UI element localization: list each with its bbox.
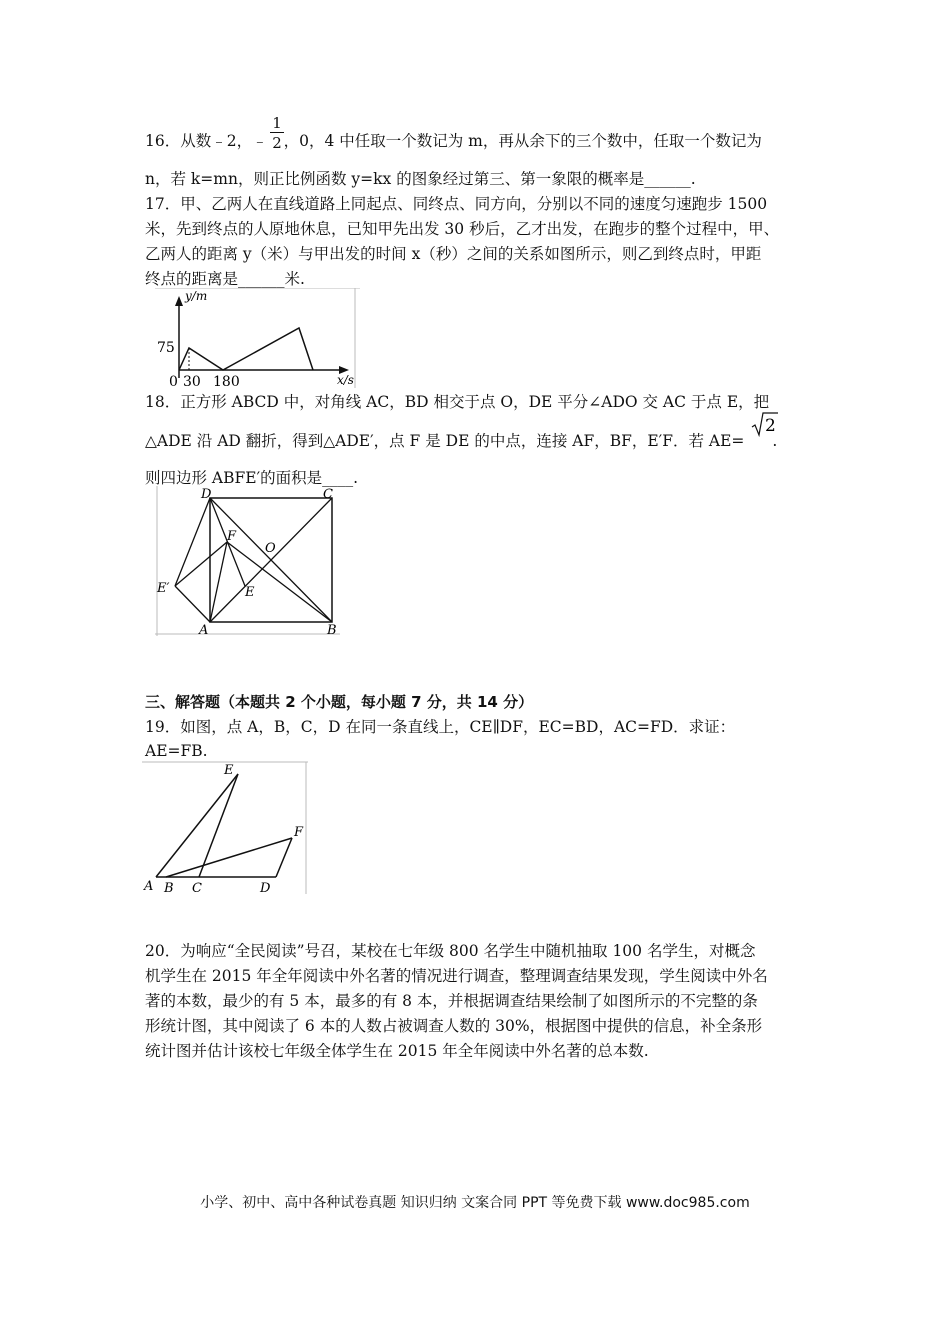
segment-bf: [166, 838, 292, 877]
q20-line1: 20．为响应“全民阅读”号召，某校在七年级 800 名学生中随机抽取 100 名学生，对概念: [145, 942, 756, 960]
q18-line3: 则四边形 ABFE′的面积是____.: [145, 469, 359, 487]
segment-e-prime-a: [175, 586, 210, 622]
q18-line2-end: .: [772, 432, 778, 450]
label-a: A: [199, 623, 209, 636]
q16-fraction: [270, 114, 284, 153]
x-tick-180: 180: [213, 374, 240, 388]
label-e-prime: E′: [157, 581, 170, 596]
q17-line4: 终点的距离是______米.: [145, 270, 305, 288]
segment-ae: [156, 774, 238, 877]
y-axis-arrow: [175, 296, 183, 306]
segment-fd: [276, 838, 292, 877]
x-axis-label: x/s: [337, 373, 354, 387]
segment-de-prime: [175, 498, 210, 586]
q17-line3: 乙两人的距离 y（米）与甲出发的时间 x（秒）之间的关系如图所示，则乙到终点时，甲距: [145, 245, 762, 263]
x-tick-0: 0: [169, 374, 178, 388]
label-a: A: [144, 879, 154, 894]
y-axis-label: y/m: [185, 289, 208, 303]
label-b: B: [327, 623, 337, 636]
q20-line5: 统计图并估计该校七年级全体学生在 2015 年全年阅读中外名著的总本数.: [145, 1042, 649, 1060]
y-tick-75: 75: [157, 340, 175, 356]
q16-line1-end: ，0，4 中任取一个数记为 m，再从余下的三个数中，任取一个数记为: [283, 132, 762, 150]
section-heading: 三、解答题（本题共 2 个小题，每小题 7 分，共 14 分）: [145, 693, 534, 711]
label-e: E: [224, 763, 234, 778]
q19-figure: [142, 760, 310, 894]
q18-line2-start: △ADE 沿 AD 翻折，得到△ADE′，点 F 是 DE 的中点，连接 AF，BF，E′F．若 AE=: [145, 432, 745, 450]
x-tick-30: 30: [183, 374, 201, 388]
fraction-denominator: 2: [272, 134, 282, 152]
label-b: B: [164, 881, 174, 894]
label-c: C: [192, 881, 202, 894]
q16-line1-start: 16．从数﹣2，﹣: [145, 132, 268, 150]
label-e: E: [245, 585, 255, 600]
sqrt-expression: [751, 411, 779, 441]
distance-line: [179, 328, 313, 370]
q17-distance-time-graph: [155, 288, 360, 388]
fraction-numerator: 1: [272, 114, 282, 132]
segment-ec: [199, 774, 238, 877]
label-d: D: [260, 881, 271, 894]
q19-line2: AE=FB.: [145, 742, 208, 760]
q17-line1: 17．甲、乙两人在直线道路上同起点、同终点、同方向，分别以不同的速度匀速跑步 1500: [145, 195, 768, 213]
q20-line4: 形统计图，其中阅读了 6 本的人数占被调查人数的 30%，根据图中提供的信息，补全条形: [145, 1017, 763, 1035]
label-d: D: [201, 487, 212, 502]
label-f: F: [227, 529, 237, 544]
q17-line2: 米，先到终点的人原地休息，已知甲先出发 30 秒后，乙才出发，在跑步的整个过程中，甲、: [145, 220, 780, 238]
label-c: C: [323, 487, 333, 502]
label-o: O: [265, 541, 276, 556]
q20-line2: 机学生在 2015 年全年阅读中外名著的情况进行调查，整理调查结果发现，学生阅读中外名: [145, 967, 768, 985]
q19-line1: 19．如图，点 A，B，C，D 在同一条直线上，CE∥DF，EC=BD，AC=FD．求证：: [145, 718, 736, 736]
q18-line2: [145, 430, 777, 452]
q18-square-figure: [155, 486, 340, 636]
q20-line3: 著的本数，最少的有 5 本，最多的有 8 本，并根据调查结果绘制了如图所示的不完整的条: [145, 992, 758, 1010]
q18-line1: 18．正方形 ABCD 中，对角线 AC，BD 相交于点 O，DE 平分∠ADO 交 AC 于点 E，把: [145, 393, 770, 411]
q16-line1: [145, 130, 762, 152]
sqrt-radicand: 2: [765, 416, 776, 436]
label-f: F: [294, 825, 304, 840]
page-footer: 小学、初中、高中各种试卷真题 知识归纳 文案合同 PPT 等免费下载 www.doc985.com: [200, 1195, 750, 1211]
q16-line2: n，若 k=mn，则正比例函数 y=kx 的图象经过第三、第一象限的概率是______.: [145, 170, 696, 188]
